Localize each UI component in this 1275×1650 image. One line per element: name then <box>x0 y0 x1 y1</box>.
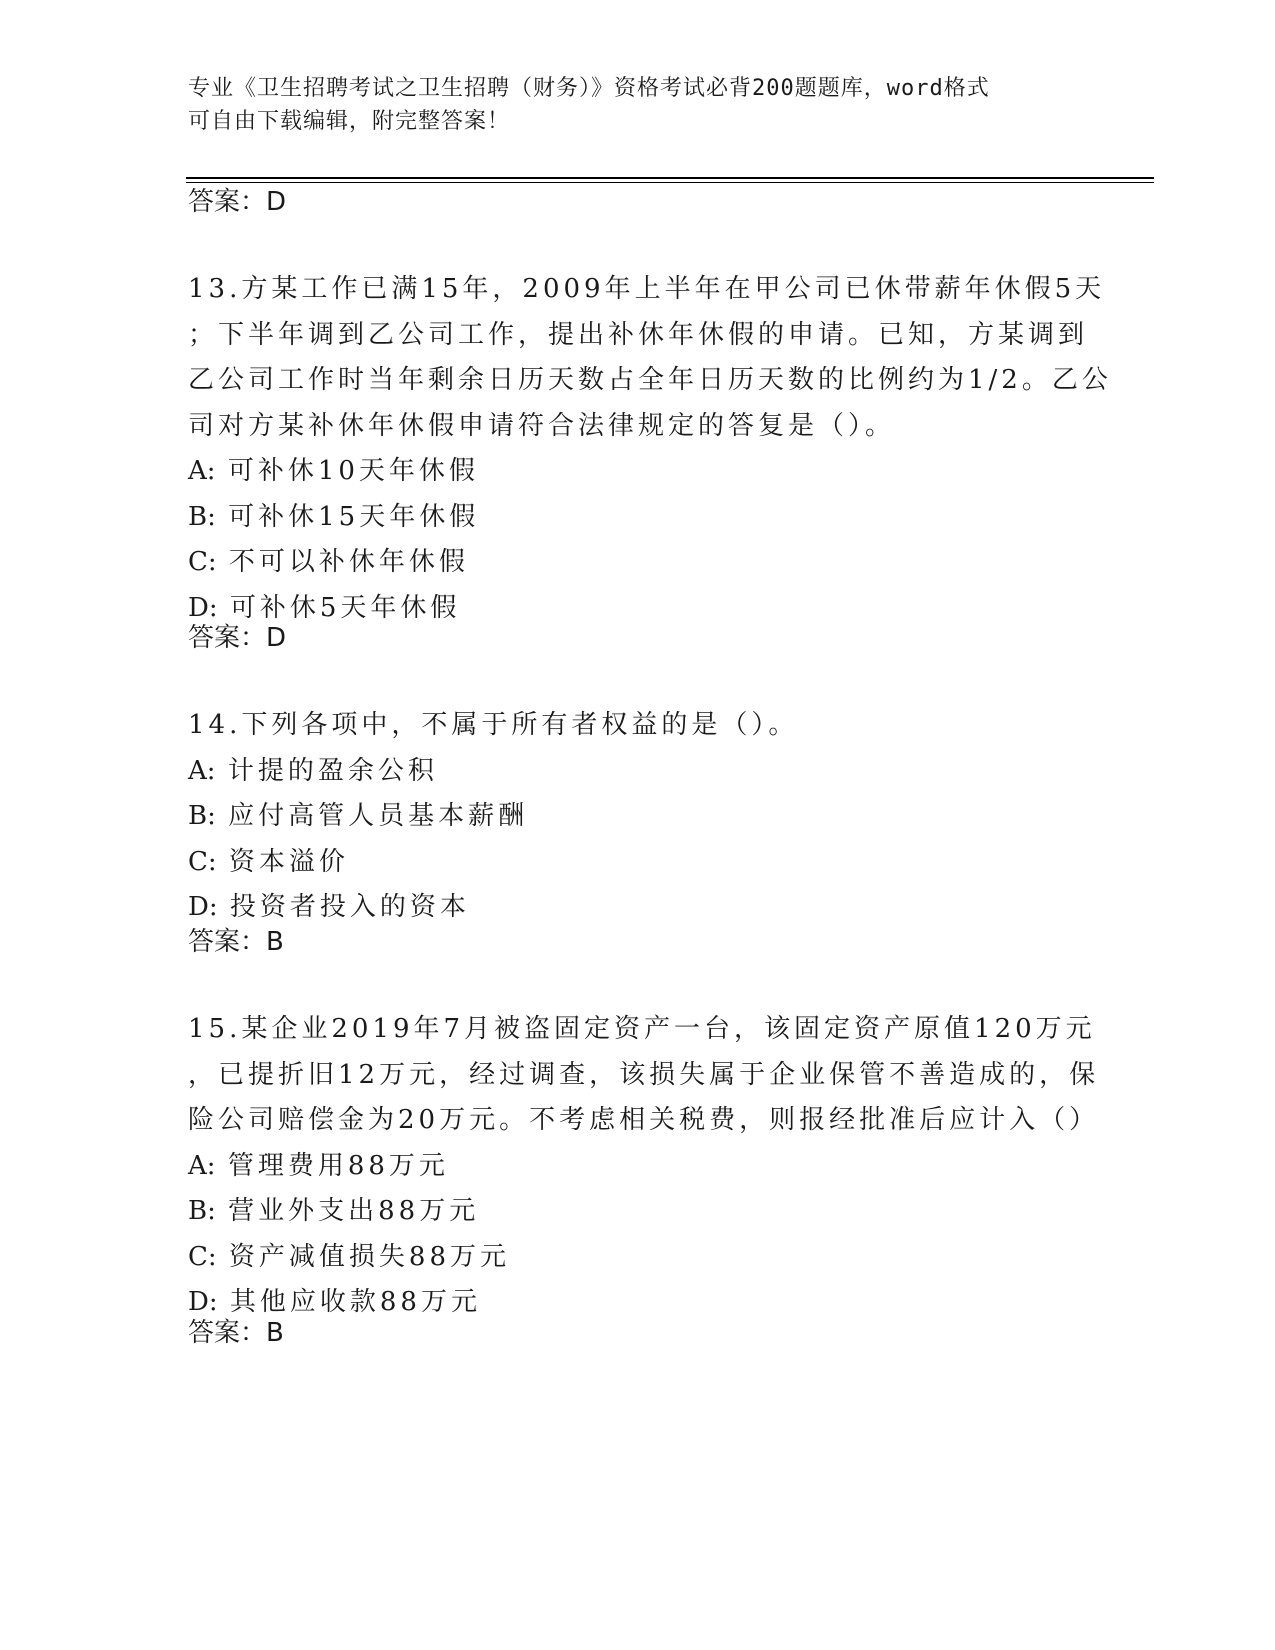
question-text-line: ；下半年调到乙公司工作，提出补休年休假的申请。已知，方某调到 <box>188 319 1089 350</box>
question-text-line: 险公司赔偿金为20万元。不考虑相关税费，则报经批准后应计入（） <box>188 1105 1100 1135</box>
question-text-line: 13.方某工作已满15年，2009年上半年在甲公司已休带薪年休假5天 <box>188 274 1106 304</box>
header-line-2: 可自由下载编辑，附完整答案！ <box>188 109 511 134</box>
option-text: 投资者投入的资本 <box>229 892 470 922</box>
document-header <box>188 72 1088 138</box>
option-d <box>188 586 1088 632</box>
option-letter: D: <box>188 892 218 922</box>
question-text-line: 乙公司工作时当年剩余日历天数占全年日历天数的比例约为1/2。乙公 <box>188 365 1112 395</box>
question-14 <box>188 703 1088 931</box>
previous-answer: 答案：D <box>188 187 287 217</box>
header-divider-thick <box>186 177 1154 179</box>
question-13 <box>188 267 1112 631</box>
option-letter: C: <box>188 846 217 877</box>
option-text: 不可以补休年休假 <box>228 547 469 577</box>
answer-13: 答案：D <box>188 623 287 653</box>
option-letter: C: <box>188 1241 217 1272</box>
option-b <box>188 794 1088 840</box>
option-letter: A: <box>188 1150 216 1181</box>
answer-14: 答案：B <box>188 927 284 957</box>
option-text: 资本溢价 <box>228 846 349 877</box>
option-c <box>188 1235 1088 1281</box>
option-text: 应付高管人员基本薪酬 <box>228 801 529 831</box>
option-a <box>188 1144 1088 1190</box>
question-text-line: 司对方某补休年休假申请符合法律规定的答复是（）。 <box>188 410 896 441</box>
option-c <box>188 540 1088 586</box>
option-a <box>188 449 1088 495</box>
option-letter: B: <box>188 1196 216 1226</box>
option-c <box>188 840 1088 886</box>
question-text-line: 14.下列各项中，不属于所有者权益的是（）。 <box>188 710 799 740</box>
option-text: 可补休5天年休假 <box>229 592 461 623</box>
option-letter: D: <box>188 1287 218 1317</box>
option-b <box>188 495 1088 541</box>
question-15 <box>188 1007 1100 1326</box>
option-text: 可补休10天年休假 <box>227 456 479 486</box>
answer-15: 答案：B <box>188 1318 284 1348</box>
option-a <box>188 749 1088 795</box>
header-divider-thin <box>186 182 1154 183</box>
question-text-line: ，已提折旧12万元，经过调查，该损失属于企业保管不善造成的，保 <box>188 1059 1100 1090</box>
option-text: 资产减值损失88万元 <box>228 1241 511 1272</box>
option-text: 其他应收款88万元 <box>229 1287 481 1317</box>
header-line-1: 专业《卫生招聘考试之卫生招聘（财务）》资格考试必背200题题库，word格式 <box>188 76 990 101</box>
option-letter: B: <box>188 501 216 532</box>
option-letter: A: <box>188 755 216 786</box>
option-text: 可补休15天年休假 <box>228 501 480 532</box>
option-letter: B: <box>188 801 216 831</box>
option-letter: D: <box>188 592 218 623</box>
option-text: 管理费用88万元 <box>227 1150 449 1181</box>
option-d <box>188 885 1088 931</box>
option-letter: C: <box>188 547 217 577</box>
option-text: 计提的盈余公积 <box>227 755 438 786</box>
question-text-line: 15.某企业2019年7月被盗固定资产一台，该固定资产原值120万元 <box>188 1014 1096 1044</box>
option-d <box>188 1280 1088 1326</box>
option-text: 营业外支出88万元 <box>228 1196 480 1226</box>
option-letter: A: <box>188 456 216 486</box>
option-b <box>188 1189 1088 1235</box>
